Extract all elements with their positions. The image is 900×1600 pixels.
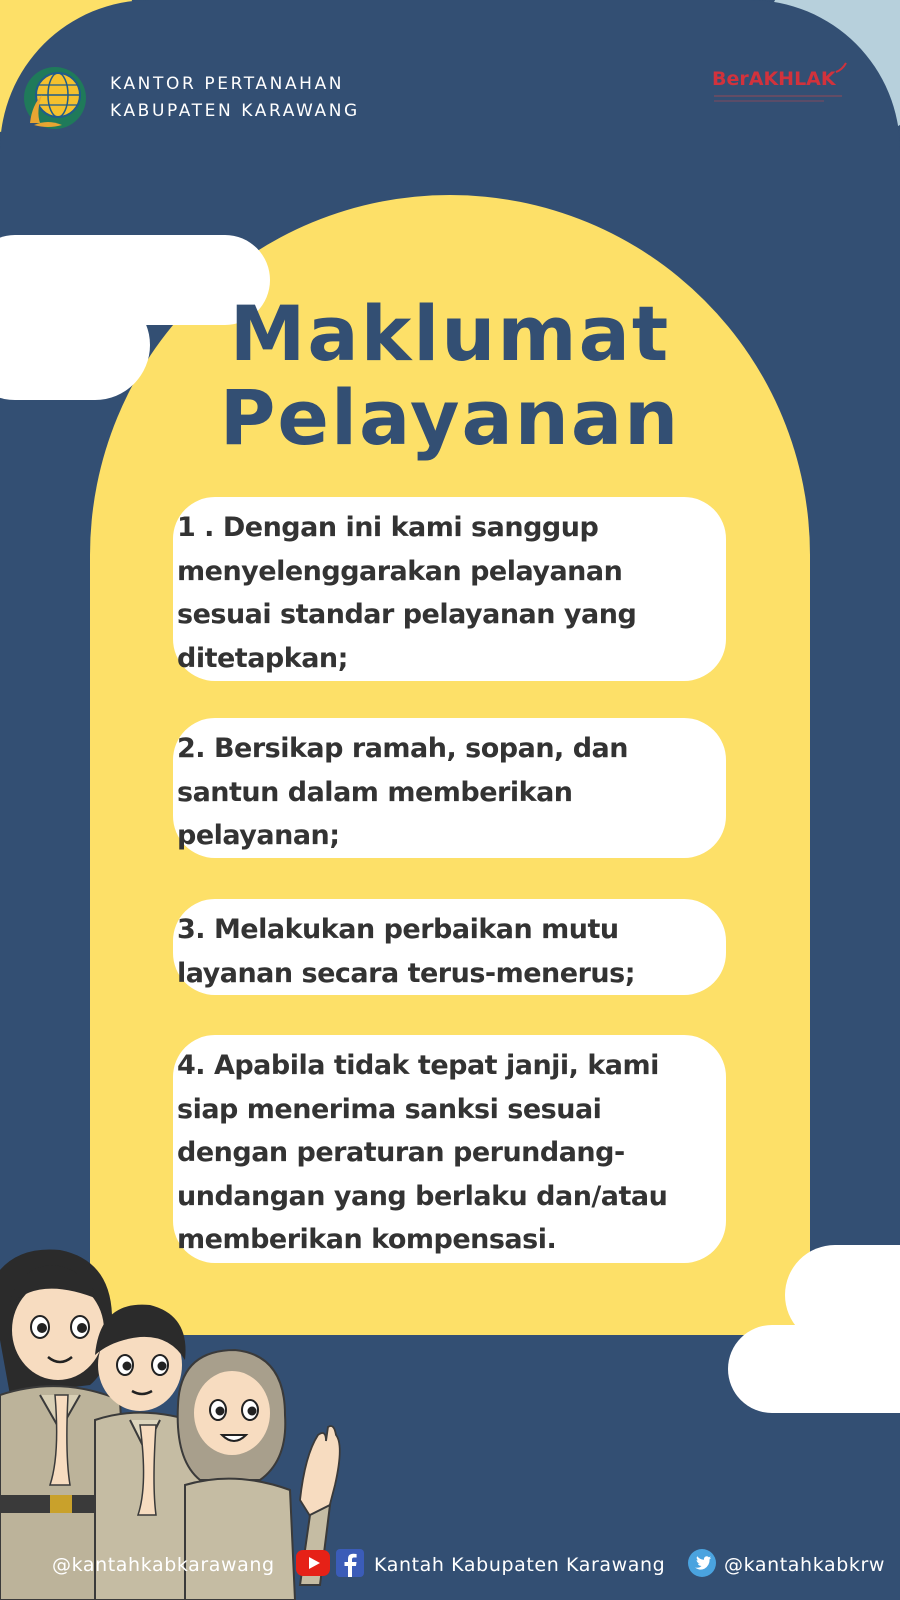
title-line-2: Pelayanan <box>219 373 681 462</box>
service-item-text: 4. Apabila tidak tepat janji, kami siap menerima sanksi sesuai dengan peraturan perundang- undangan yang berlaku dan/atau memberikan kompensasi. <box>177 1050 668 1255</box>
org-name-line-1: KANTOR PERTANAHAN <box>110 74 345 94</box>
twitter-handle: @kantahkabkrw <box>724 1554 886 1576</box>
brand-tagline-graphic <box>714 94 842 104</box>
brand-swoosh-icon <box>834 62 848 74</box>
agency-logo-icon <box>22 65 88 131</box>
service-item-card <box>173 718 726 858</box>
service-item-text: 1 . Dengan ini kami sanggup menyelenggarakan pelayanan sesuai standar pelayanan yang ditetapkan; <box>177 512 637 674</box>
berakhlak-logo <box>712 62 847 114</box>
cloud-decoration <box>728 1325 900 1413</box>
header <box>0 0 900 150</box>
service-item-text: 3. Melakukan perbaikan mutu layanan secara terus-menerus; <box>177 914 635 989</box>
page-title <box>90 289 810 462</box>
facebook-icon <box>336 1549 364 1577</box>
youtube-icon <box>296 1550 330 1576</box>
twitter-icon <box>688 1549 716 1577</box>
service-item-card <box>173 1035 726 1263</box>
service-item-card <box>173 497 726 681</box>
service-item-text: 2. Bersikap ramah, sopan, dan santun dalam memberikan pelayanan; <box>177 733 628 851</box>
berakhlak-logo-text: BerAKHLAK <box>712 68 836 90</box>
title-line-1: Maklumat <box>229 289 671 378</box>
footer <box>0 1548 900 1588</box>
staff-illustration <box>0 1245 360 1600</box>
org-name-line-2: KABUPATEN KARAWANG <box>110 101 360 121</box>
instagram-handle: @kantahkabkarawang <box>52 1554 275 1576</box>
facebook-page-name: Kantah Kabupaten Karawang <box>374 1554 666 1576</box>
service-item-card <box>173 899 726 995</box>
